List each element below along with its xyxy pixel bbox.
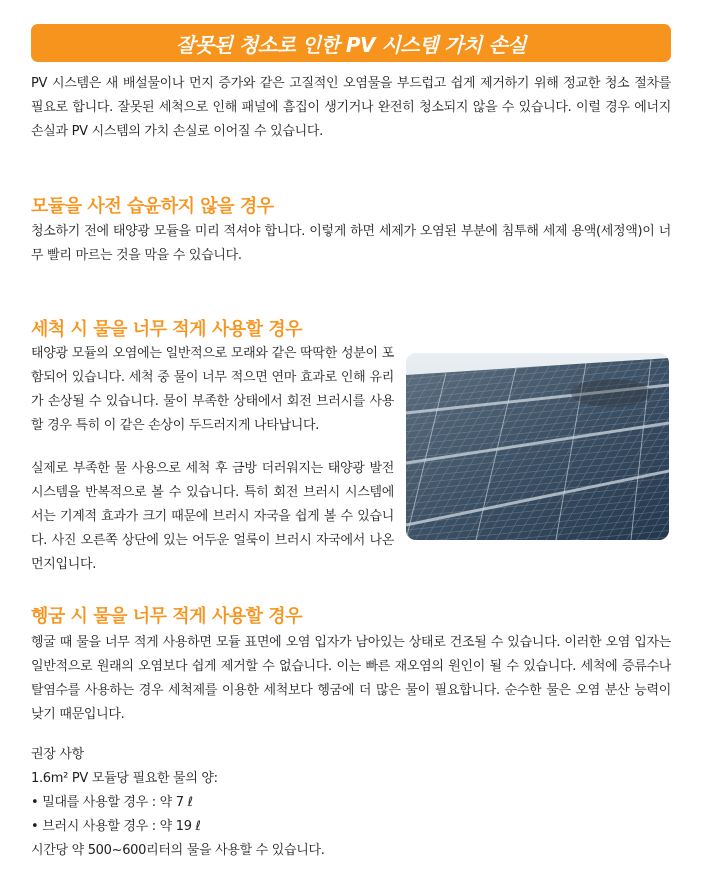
recommendation-water-per-module: 1.6m² PV 모듈당 필요한 물의 양: xyxy=(31,771,218,786)
recommendation-bullet-brush: • 브러시 사용할 경우 : 약 19 ℓ xyxy=(31,819,201,834)
recommendation-hourly-water: 시간당 약 500~600리터의 물을 사용할 수 있습니다. xyxy=(31,843,325,858)
section-body-rinse: 헹굴 때 물을 너무 적게 사용하면 모듈 표면에 오염 입자가 남아있는 상태로 건조될 수 있습니다. 이러한 오염 입자는 일반적으로 원래의 오염보다 쉽게 제거할 수 없습니다. 이는 빠른 재오염의 원인이 될 수 있습니다. 세척에 증류수나 탈염수를 사용하는 경우 세척제를 이용한 세척보다 헹굼에 더 많은 물이 필요합니다. 순수한 물은 오염 분산 능력이 낮기 때문입니다. xyxy=(31,635,671,722)
page-title: 잘못된 청소로 인한 PV 시스템 가치 손실 xyxy=(175,32,527,57)
section-body-prewet: 청소하기 전에 태양광 모듈을 미리 적셔야 합니다. 이렇게 하면 세제가 오염된 부분에 침투해 세제 용액(세정액)이 너무 빨리 마르는 것을 막을 수 있습니다. xyxy=(31,224,671,263)
section-heading-rinse: 헹굼 시 물을 너무 적게 사용할 경우 xyxy=(31,606,303,627)
recommendation-bullet-squeegee: • 밀대를 사용할 경우 : 약 7 ℓ xyxy=(31,795,193,810)
section-heading-prewet: 모듈을 사전 습윤하지 않을 경우 xyxy=(31,196,274,217)
title-banner xyxy=(31,24,671,62)
solar-panel-photo xyxy=(406,353,669,540)
section-body-little-water-1: 태양광 모듈의 오염에는 일반적으로 모래와 같은 딱딱한 성분이 포함되어 있습니다. 세척 중 물이 너무 적으면 연마 효과로 인해 유리가 손상될 수 있습니다. 물이 부족한 상태에서 회전 브러시를 사용할 경우 특히 이 같은 손상이 두드러지게 나타납니다. xyxy=(31,346,394,433)
recommendation-title: 권장 사항 xyxy=(31,747,84,762)
intro-paragraph: PV 시스템은 새 배설물이나 먼지 증가와 같은 고질적인 오염물을 부드럽고 쉽게 제거하기 위해 정교한 청소 절차를 필요로 합니다. 잘못된 세척으로 인해 패널에 흠집이 생기거나 완전히 청소되지 않을 수 있습니다. 이럴 경우 에너지 손실과 PV 시스템의 가치 손실로 이어질 수 있습니다. xyxy=(31,76,671,139)
section-heading-little-water: 세척 시 물을 너무 적게 사용할 경우 xyxy=(31,319,303,340)
section-body-little-water-2: 실제로 부족한 물 사용으로 세척 후 금방 더러워지는 태양광 발전 시스템을 반복적으로 볼 수 있습니다. 특히 회전 브러시 시스템에서는 기계적 효과가 크기 때문에 브러시 자국을 쉽게 볼 수 있습니다. 사진 오른쪽 상단에 있는 어두운 얼룩이 브러시 자국에서 나온 먼지입니다. xyxy=(31,461,394,572)
